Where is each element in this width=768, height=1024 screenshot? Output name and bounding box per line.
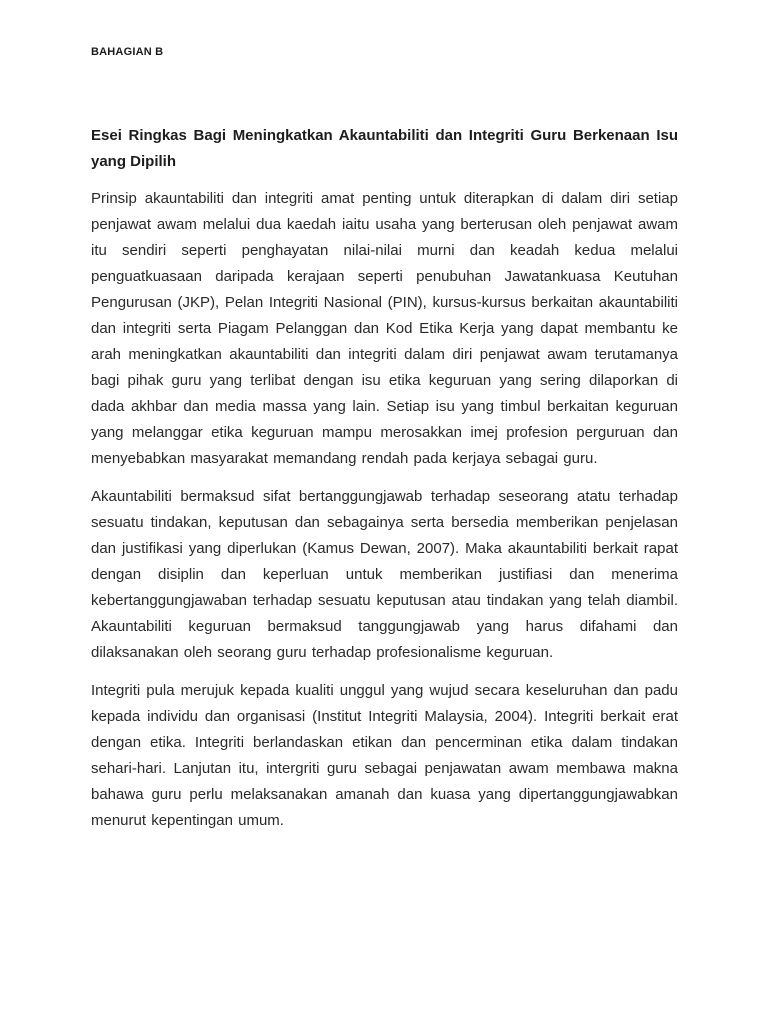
document-title: Esei Ringkas Bagi Meningkatkan Akauntabiliti dan Integriti Guru Berkenaan Isu yang Dipilih	[91, 127, 678, 170]
paragraph-akauntabiliti-definition: Akauntabiliti bermaksud sifat bertanggungjawab terhadap seseorang atatu terhadap sesuatu tindakan, keputusan dan sebagainya serta bersedia memberikan penjelasan dan justifikasi yang diperlukan (Kamus Dewan, 2007). Maka akauntabiliti berkait rapat dengan disiplin dan keperluan untuk memberikan justifiasi dan menerima kebertanggungjawaban terhadap sesuatu keputusan atau tindakan yang telah diambil. Akauntabiliti keguruan bermaksud tanggungjawab yang harus difahami dan dilaksanakan oleh seorang guru terhadap profesionalisme keguruan.	[91, 488, 678, 661]
section-label: BAHAGIAN B	[91, 46, 164, 58]
document-body	[91, 186, 678, 834]
paragraph-integriti-definition: Integriti pula merujuk kepada kualiti unggul yang wujud secara keseluruhan dan padu kepada individu dan organisasi (Institut Integriti Malaysia, 2004). Integriti berkait erat dengan etika. Integriti berlandaskan etikan dan pencerminan etika dalam tindakan sehari-hari. Lanjutan itu, intergriti guru sebagai penjawatan awam membawa makna bahawa guru perlu melaksanakan amanah dan kuasa yang dipertanggungjawabkan menurut kepentingan umum.	[91, 682, 678, 829]
paragraph-akauntabiliti-intro: Prinsip akauntabiliti dan integriti amat penting untuk diterapkan di dalam diri setiap penjawat awam melalui dua kaedah iaitu usaha yang berterusan oleh penjawat awam itu sendiri seperti penghayatan nilai-nilai murni dan keadah kedua melalui penguatkuasaan daripada kerajaan seperti penubuhan Jawatankuasa Keutuhan Pengurusan (JKP), Pelan Integriti Nasional (PIN), kursus-kursus berkaitan akauntabiliti dan integriti serta Piagam Pelanggan dan Kod Etika Kerja yang dapat membantu ke arah meningkatkan akauntabiliti dan integriti dalam diri penjawat awam terutamanya bagi pihak guru yang terlibat dengan isu etika keguruan yang sering dilaporkan di dada akhbar dan media massa yang lain. Setiap isu yang timbul berkaitan keguruan yang melanggar etika keguruan mampu merosakkan imej profesion perguruan dan menyebabkan masyarakat memandang rendah pada kerjaya sebagai guru.	[91, 190, 678, 467]
